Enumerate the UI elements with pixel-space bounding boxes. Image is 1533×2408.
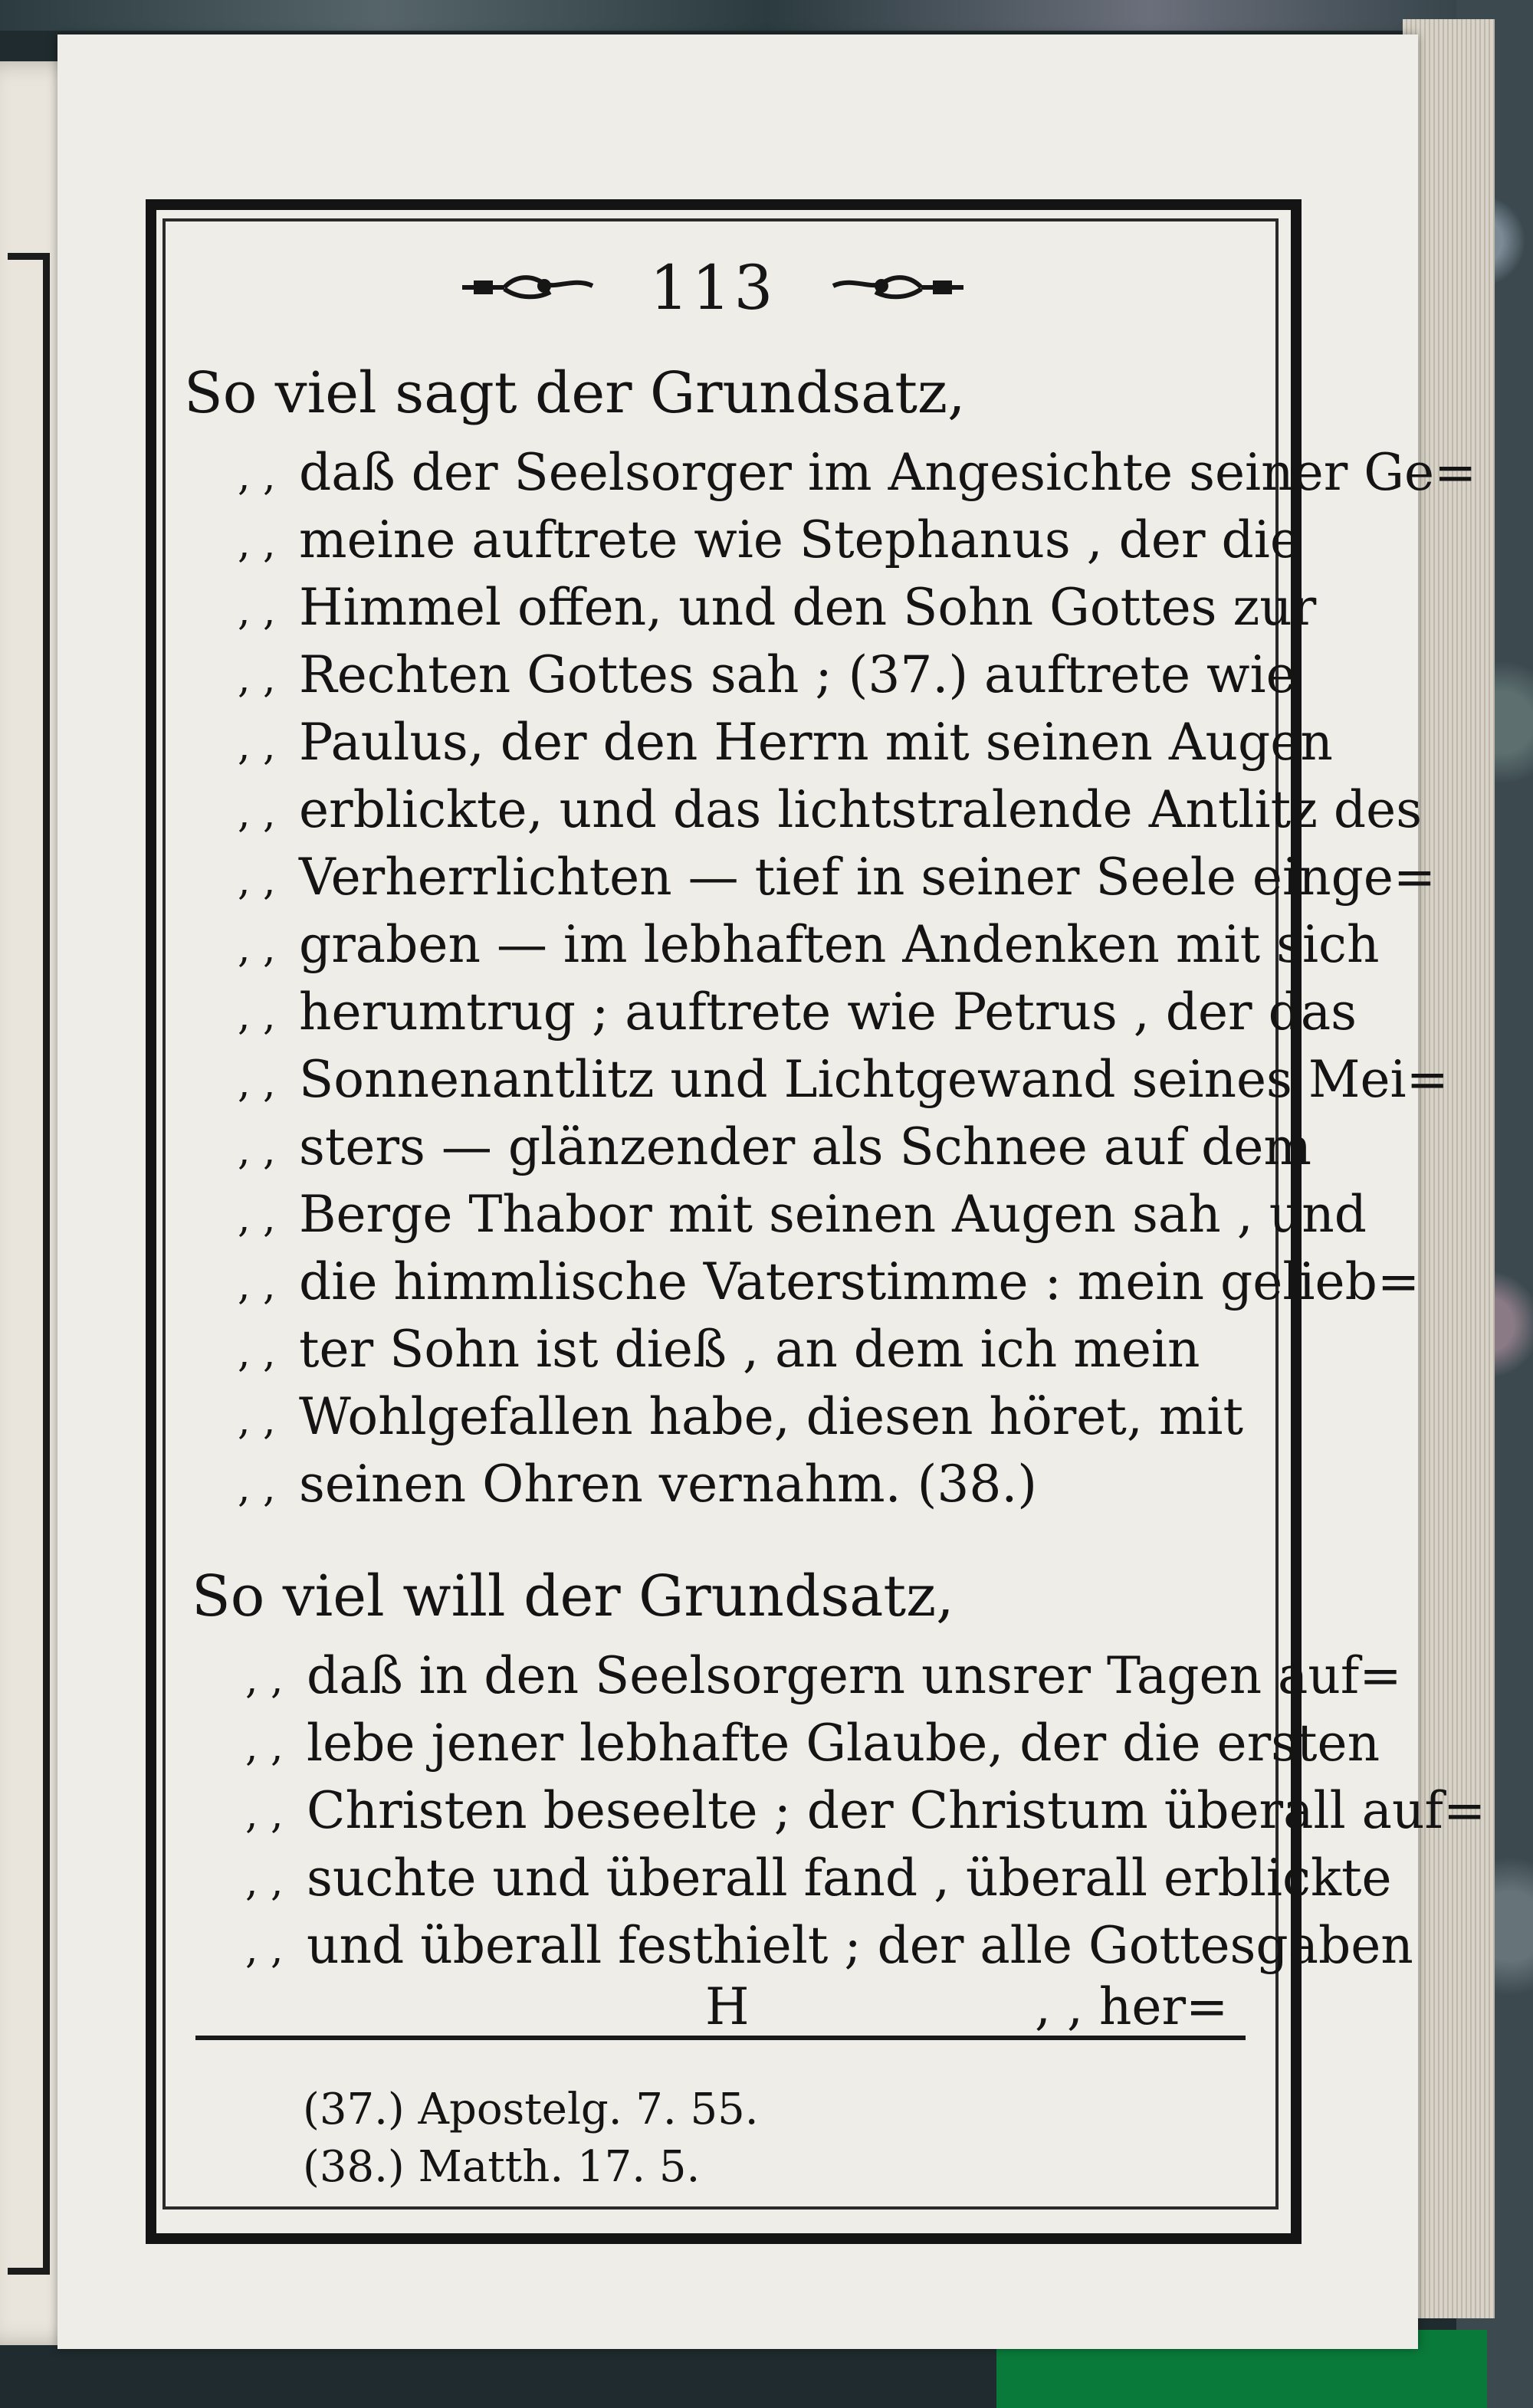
book-cover-top: [0, 0, 1533, 31]
body-line: , , und überall festhielt ; der alle Gottesgaben: [245, 1916, 1413, 1975]
body-line: , , Berge Thabor mit seinen Augen sah , und: [238, 1185, 1367, 1244]
footnote: (38.) Matth. 17. 5.: [303, 2142, 701, 2192]
body-line: , , Rechten Gottes sah ; (37.) auftrete wie: [238, 645, 1296, 704]
body-line: , , daß in den Seelsorgern unsrer Tagen auf=: [245, 1646, 1402, 1705]
signature-mark: H: [705, 1977, 750, 2036]
facing-page-frame: [8, 253, 50, 2275]
page-number: 113: [649, 251, 776, 323]
body-line: , , die himmlische Vaterstimme : mein gelieb=: [238, 1252, 1420, 1311]
catchword: , , her=: [1035, 1977, 1229, 2036]
body-line: , , erblickte, und das lichtstralende Antlitz des: [238, 780, 1423, 839]
footnote-rule: [195, 2036, 1246, 2040]
body-line: , , meine auftrete wie Stephanus , der die: [238, 510, 1300, 569]
body-line: , , lebe jener lebhafte Glaube, der die ersten: [245, 1714, 1380, 1773]
body-line: , , ter Sohn ist dieß , an dem ich mein: [238, 1320, 1200, 1379]
body-line: , , Paulus, der den Herrn mit seinen Augen: [238, 713, 1333, 772]
footnote: (37.) Apostelg. 7. 55.: [303, 2085, 759, 2134]
section2-heading: So viel will der Grundsatz,: [192, 1563, 954, 1629]
body-line: , , Sonnenantlitz und Lichtgewand seines Mei=: [238, 1050, 1449, 1109]
body-line: , , sters — glänzender als Schnee auf dem: [238, 1117, 1311, 1176]
body-line: , , seinen Ohren vernahm. (38.): [238, 1455, 1038, 1514]
body-line: , , graben — im lebhaften Andenken mit sich: [238, 915, 1380, 974]
ornament-right-icon: [829, 269, 967, 306]
body-line: , , Verherrlichten — tief in seiner Seele einge=: [238, 848, 1436, 907]
body-line: , , Christen beseelte ; der Christum überall auf=: [245, 1781, 1486, 1840]
body-line: , , suchte und überall fand , überall erblickte: [245, 1849, 1392, 1908]
section1-heading: So viel sagt der Grundsatz,: [184, 360, 966, 426]
body-line: , , daß der Seelsorger im Angesichte seiner Ge=: [238, 443, 1477, 502]
body-line: , , herumtrug ; auftrete wie Petrus , der das: [238, 983, 1357, 1042]
page-header: [452, 253, 973, 322]
body-line: , , Wohlgefallen habe, diesen höret, mit: [238, 1387, 1244, 1446]
body-line: , , Himmel offen, und den Sohn Gottes zur: [238, 578, 1317, 637]
ornament-left-icon: [458, 269, 596, 306]
